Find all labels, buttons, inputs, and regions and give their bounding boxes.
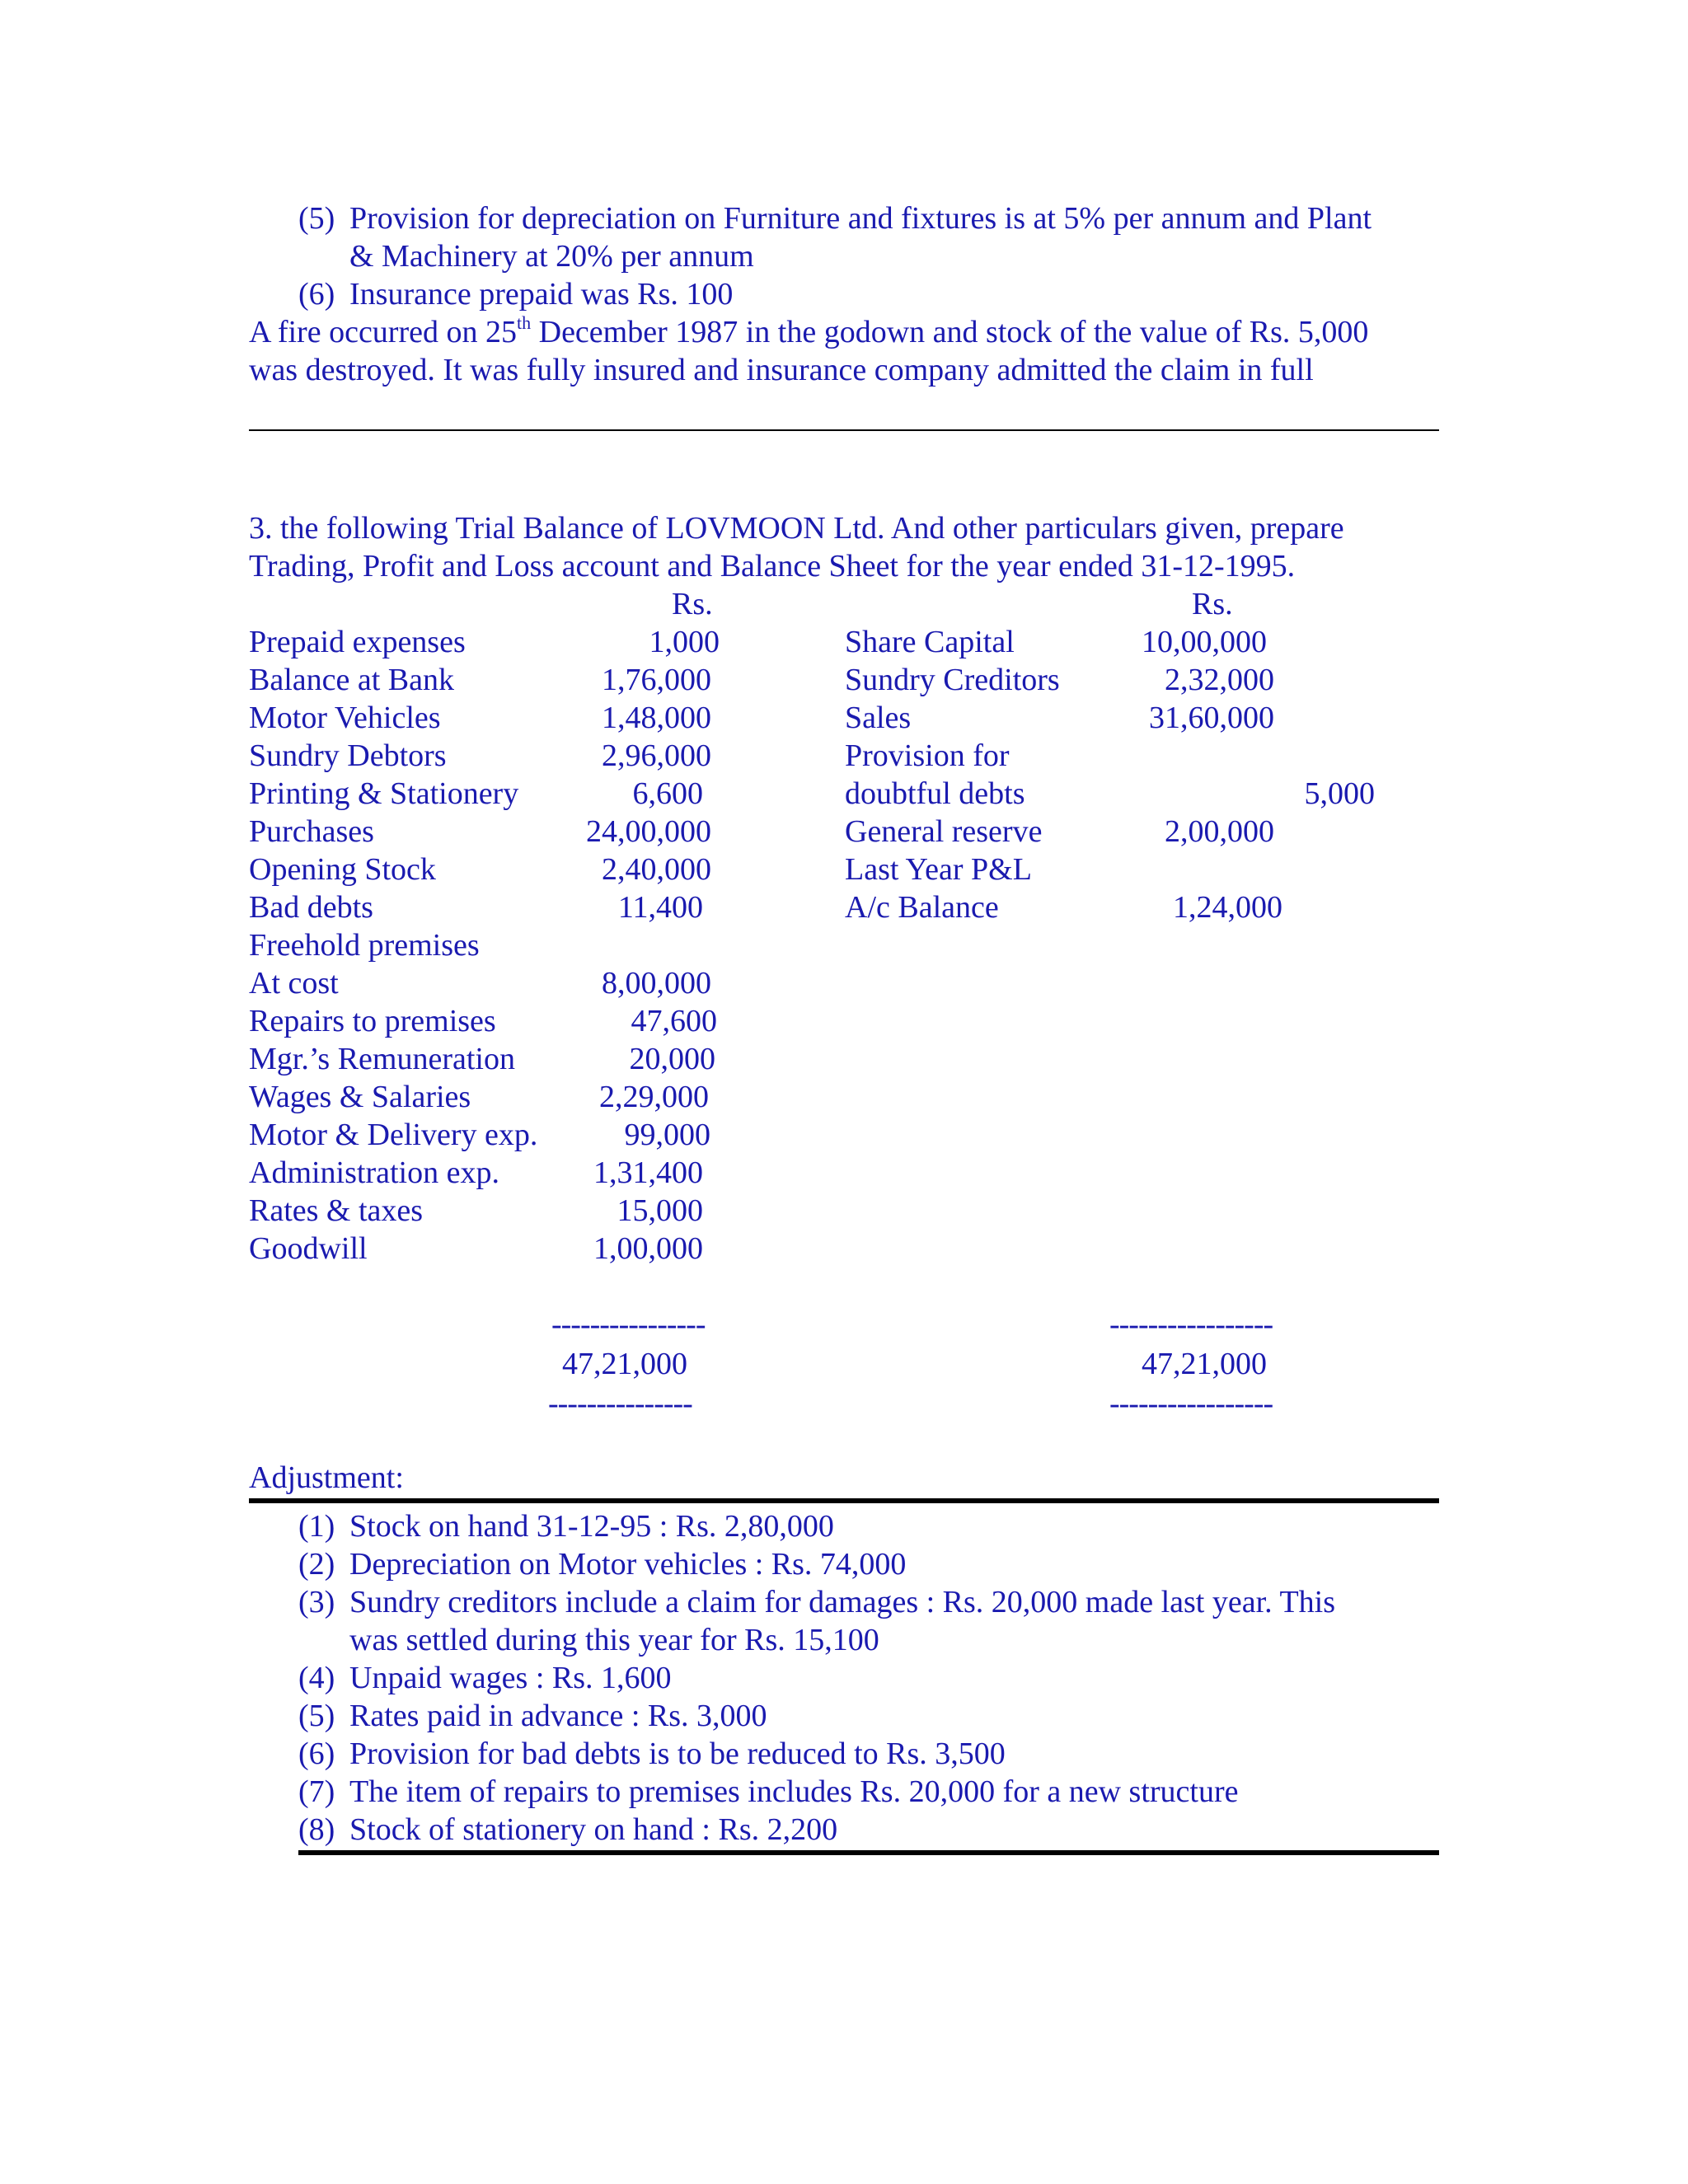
item-number: (5) (298, 1699, 335, 1733)
adjustment-bottom-rule (298, 1850, 1439, 1855)
account-value: 2,96,000 (602, 738, 711, 773)
account-label: Freehold premises (249, 928, 480, 963)
account-label: doubtful debts (845, 776, 1025, 811)
account-label: Sundry Debtors (249, 738, 447, 773)
dash-rule: ---------------- (551, 1307, 706, 1342)
item-text: Depreciation on Motor vehicles : Rs. 74,000 (349, 1547, 907, 1582)
account-label: Purchases (249, 814, 374, 849)
currency-header-left: Rs. (672, 587, 713, 621)
account-value: 6,600 (632, 776, 703, 811)
item-number: (4) (298, 1661, 335, 1695)
item-number: (6) (298, 1736, 335, 1771)
account-label: Administration exp. (249, 1155, 499, 1190)
account-value: 1,000 (649, 625, 720, 659)
question-text: 3. the following Trial Balance of LOVMOON Ltd. And other particulars given, prepare (249, 511, 1344, 546)
account-value: 1,76,000 (602, 663, 711, 697)
total-left: 47,21,000 (562, 1347, 687, 1381)
account-label: Opening Stock (249, 852, 436, 887)
dash-rule: ----------------- (1109, 1386, 1273, 1421)
item-number: (5) (298, 201, 335, 236)
dash-rule: ----------------- (1109, 1307, 1273, 1342)
item-number: (6) (298, 277, 335, 312)
item-text: & Machinery at 20% per annum (349, 239, 754, 274)
account-label: Motor Vehicles (249, 701, 441, 735)
item-text: was settled during this year for Rs. 15,100 (349, 1623, 879, 1657)
currency-header-right: Rs. (1192, 587, 1233, 621)
item-text: Rates paid in advance : Rs. 3,000 (349, 1699, 767, 1733)
item-text: The item of repairs to premises includes Rs. 20,000 for a new structure (349, 1774, 1239, 1809)
item-number: (1) (298, 1509, 335, 1544)
adjustment-top-rule (249, 1498, 1439, 1503)
account-value: 5,000 (1304, 776, 1375, 811)
account-label: At cost (249, 966, 339, 1001)
account-value: 10,00,000 (1142, 625, 1267, 659)
account-label: Printing & Stationery (249, 776, 519, 811)
account-value: 24,00,000 (586, 814, 711, 849)
item-number: (8) (298, 1812, 335, 1847)
account-label: Goodwill (249, 1231, 368, 1266)
question-text: Trading, Profit and Loss account and Balance Sheet for the year ended 31-12-1995. (249, 549, 1296, 583)
account-value: 2,32,000 (1165, 663, 1274, 697)
account-label: Bad debts (249, 890, 373, 925)
account-value: 31,60,000 (1149, 701, 1274, 735)
item-number: (2) (298, 1547, 335, 1582)
account-label: Balance at Bank (249, 663, 455, 697)
account-value: 2,40,000 (602, 852, 711, 887)
item-text: Stock on hand 31-12-95 : Rs. 2,80,000 (349, 1509, 834, 1544)
adjustment-heading: Adjustment: (249, 1460, 404, 1495)
account-label: Sales (845, 701, 912, 735)
account-label: Mgr.’s Remuneration (249, 1042, 515, 1076)
account-value: 99,000 (624, 1118, 710, 1152)
account-value: 15,000 (617, 1193, 703, 1228)
account-value: 1,48,000 (602, 701, 711, 735)
item-text: Provision for bad debts is to be reduced to Rs. 3,500 (349, 1736, 1006, 1771)
account-label: A/c Balance (845, 890, 999, 925)
account-label: Sundry Creditors (845, 663, 1060, 697)
account-label: General reserve (845, 814, 1043, 849)
account-value: 1,00,000 (593, 1231, 703, 1266)
item-text: Unpaid wages : Rs. 1,600 (349, 1661, 672, 1695)
item-number: (7) (298, 1774, 335, 1809)
account-label: Repairs to premises (249, 1004, 496, 1038)
item-text: Insurance prepaid was Rs. 100 (349, 277, 734, 312)
fire-paragraph-line: was destroyed. It was fully insured and insurance company admitted the claim in full (249, 353, 1314, 387)
item-text: Sundry creditors include a claim for damages : Rs. 20,000 made last year. This (349, 1585, 1336, 1619)
section-divider (249, 429, 1439, 431)
account-value: 20,000 (629, 1042, 715, 1076)
dash-rule: --------------- (548, 1386, 692, 1421)
account-label: Prepaid expenses (249, 625, 466, 659)
total-right: 47,21,000 (1142, 1347, 1267, 1381)
account-label: Provision for (845, 738, 1010, 773)
account-value: 8,00,000 (602, 966, 711, 1001)
account-value: 2,00,000 (1165, 814, 1274, 849)
item-number: (3) (298, 1585, 335, 1619)
account-value: 1,24,000 (1173, 890, 1282, 925)
account-value: 47,600 (631, 1004, 717, 1038)
item-text: Provision for depreciation on Furniture and fixtures is at 5% per annum and Plant (349, 201, 1372, 236)
account-label: Wages & Salaries (249, 1080, 471, 1114)
account-value: 2,29,000 (599, 1080, 709, 1114)
account-label: Share Capital (845, 625, 1015, 659)
account-label: Rates & taxes (249, 1193, 424, 1228)
account-value: 1,31,400 (593, 1155, 703, 1190)
account-label: Motor & Delivery exp. (249, 1118, 538, 1152)
account-label: Last Year P&L (845, 852, 1032, 887)
item-text: Stock of stationery on hand : Rs. 2,200 (349, 1812, 838, 1847)
account-value: 11,400 (617, 890, 703, 925)
fire-paragraph-line: A fire occurred on 25th December 1987 in the godown and stock of the value of Rs. 5,000 (249, 312, 1369, 349)
